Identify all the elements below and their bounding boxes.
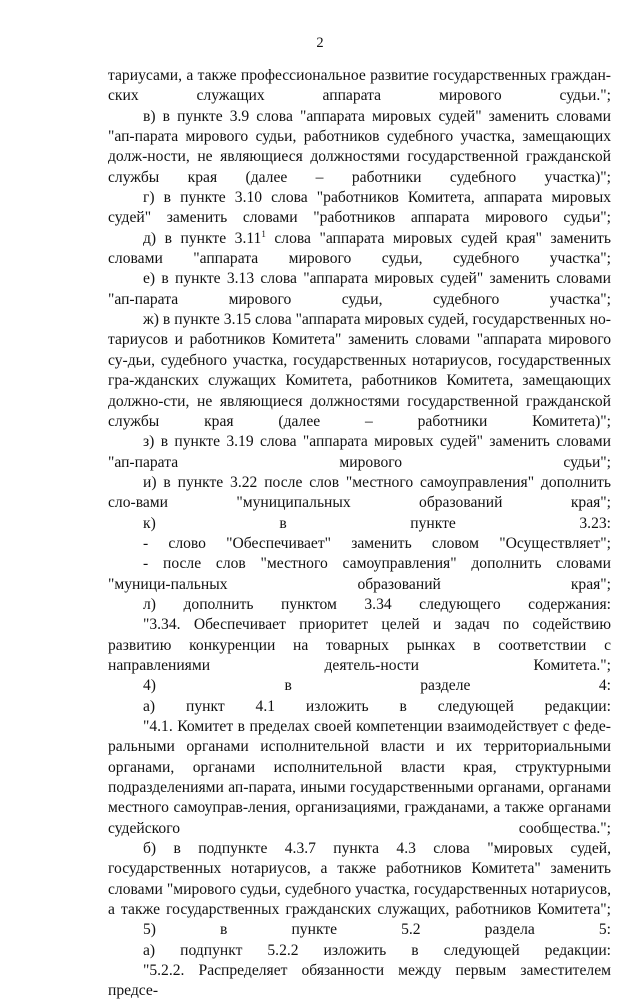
paragraph: а) подпункт 5.2.2 изложить в следующей редакции: [143,941,611,959]
paragraph [108,229,611,270]
paragraph: "3.34. Обеспечивает приоритет целей и задач по содействию развитию конкуренции на товарных рынках в соответствии с направлениями деятель-ности Комитета."; [108,616,611,674]
page-number: 2 [316,35,324,51]
paragraph: л) дополнить пунктом 3.34 следующего содержания: [143,595,611,613]
paragraph: 5) в пункте 5.2 раздела 5: [143,921,611,939]
paragraph: к) в пункте 3.23: [143,514,611,532]
paragraph: 4) в разделе 4: [143,677,611,695]
paragraph: в) в пункте 3.9 слова "аппарата мировых судей" заменить словами "ап-парата мирового судьи, работников судебного участка, замещающих долж-ности, не являющиеся должностями государственной гражданской службы края (далее – работники судебного участка)"; [108,107,611,186]
paragraph: - после слов "местного самоуправления" дополнить словами "муници-пальных образований края"; [108,555,611,593]
paragraph: з) в пункте 3.19 слова "аппарата мировых судей" заменить словами "ап-парата мирового судьи"; [108,433,611,471]
paragraph: "5.2.2. Распределяет обязанности между первым заместителем предсе- [108,962,611,1000]
paragraph: б) в подпункте 4.3.7 пункта 4.3 слова "мировых судей, государственных нотариусов, а также работников Комитета" заменить словами "мирового судьи, судебного участка, государственных нотариусов, а также государственных гражданских служащих, работников Комитета"; [108,840,611,919]
paragraph: а) пункт 4.1 изложить в следующей редакции: [143,697,611,715]
paragraph: г) в пункте 3.10 слова "работников Комитета, аппарата мировых судей" заменить словами "работников аппарата мирового судьи"; [108,189,611,227]
paragraph: ж) в пункте 3.15 слова "аппарата мировых судей, государственных но-тариусов и работников Комитета" заменить словами "аппарата мирового су-дьи, судебного участка, государственных нотариусов, государственных гра-жданских служащих Комитета, работников Комитета, замещающих должно-сти, не являющиеся должностями государственной гражданской службы края (далее – работники Комитета)"; [108,311,611,430]
paragraph: - слово "Обеспечивает" заменить словом "Осуществляет"; [143,534,611,552]
superscript: 1 [261,228,266,239]
paragraph: е) в пункте 3.13 слова "аппарата мировых судей" заменить словами "ап-парата мирового судьи, судебного участка"; [108,270,611,308]
document-body [108,66,611,1002]
paragraph: "4.1. Комитет в пределах своей компетенции взаимодействует с феде-ральными органами исполнительной власти и их территориальными органами, органами исполнительной власти края, структурными подразделениями ап-парата, иными государственными органами, органами местного самоуправ-ления, организациями, гражданами, а также органами судейского сообщества."; [108,718,611,837]
paragraph: тариусами, а также профессиональное развитие государственных граждан-ских служащих аппарата мирового судьи."; [108,67,611,105]
paragraph-text-start: д) в пункте 3.11 [143,229,262,247]
paragraph-text-end: слова "аппарата мировых судей края" заменить словами "аппарата мирового судьи, судебного участка"; [108,229,611,268]
paragraph: и) в пункте 3.22 после слов "местного самоуправления" дополнить сло-вами "муниципальных образований края"; [108,473,611,512]
